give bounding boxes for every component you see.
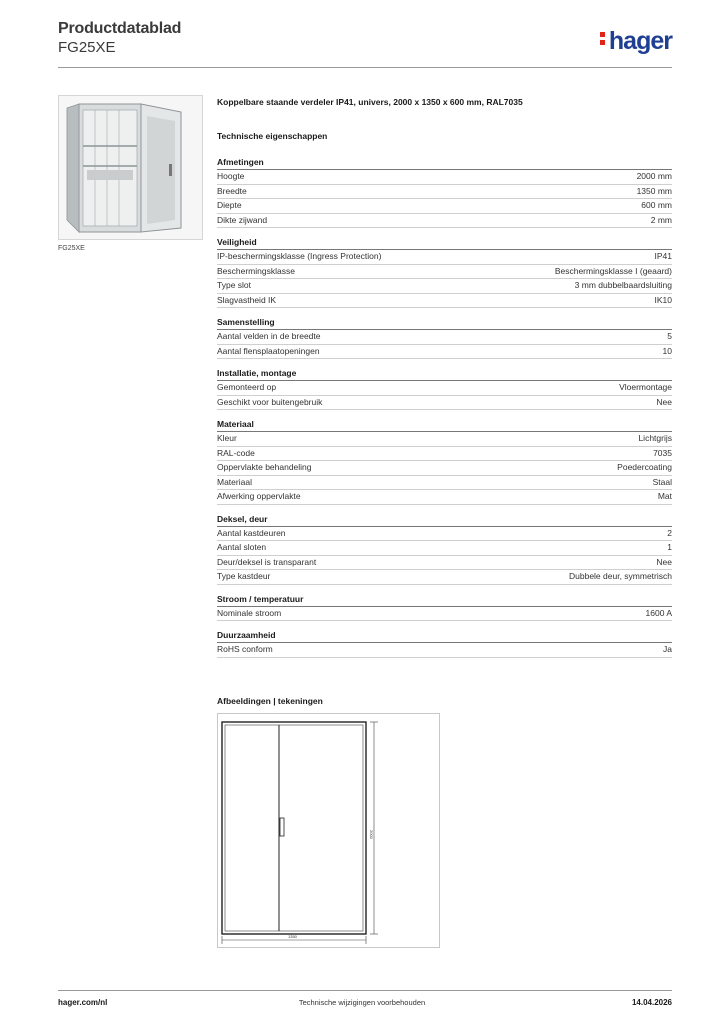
footer-website[interactable]: hager.com/nl [58, 998, 108, 1007]
spec-row [217, 447, 672, 462]
spec-row [217, 279, 672, 294]
spec-row [217, 643, 672, 658]
spec-row [217, 265, 672, 280]
section-title: Stroom / temperatuur [217, 594, 672, 607]
spec-label: Slagvastheid IK [217, 294, 277, 305]
spec-row [217, 345, 672, 360]
header-divider [58, 67, 672, 68]
spec-label: Aantal velden in de breedte [217, 331, 321, 341]
spec-value: 1600 A [645, 607, 672, 618]
spec-value: 3 mm dubbelbaardsluiting [574, 280, 672, 290]
spec-row [217, 185, 672, 200]
spec-label: Kleur [217, 433, 237, 443]
spec-row [217, 490, 672, 505]
spec-label: Aantal kastdeuren [217, 527, 286, 538]
spec-label: Oppervlakte behandeling [217, 462, 312, 472]
footer-date: 14.04.2026 [631, 998, 672, 1007]
spec-label: Type kastdeur [217, 571, 271, 581]
spec-label: Aantal flensplaatopeningen [217, 345, 320, 356]
spec-value: 5 [667, 331, 672, 341]
spec-label: Gemonteerd op [217, 382, 277, 392]
spec-value: 10 [662, 345, 672, 356]
spec-value: Beschermingsklasse I (geaard) [554, 265, 672, 276]
spec-value: 1350 mm [636, 185, 672, 196]
spec-value: Poedercoating [617, 462, 672, 472]
spec-sections [217, 157, 672, 667]
footer-disclaimer: Technische wijzigingen voorbehouden [298, 998, 426, 1007]
spec-label: RoHS conform [217, 644, 273, 654]
technical-drawing [217, 713, 440, 948]
cabinet-drawing-icon [218, 714, 439, 947]
spec-row [217, 330, 672, 345]
product-image [58, 95, 203, 240]
page-title: Productdatablad [58, 20, 182, 37]
spec-value: 2 [667, 527, 672, 538]
hager-logo: hager [600, 25, 672, 56]
spec-value: Dubbele deur, symmetrisch [569, 571, 672, 581]
spec-row [217, 541, 672, 556]
image-caption: FG25XE [58, 245, 85, 252]
spec-label: Dikte zijwand [217, 214, 268, 225]
spec-label: Aantal sloten [217, 542, 267, 552]
product-description: Koppelbare staande verdeler IP41, univers, 2000 x 1350 x 600 mm, RAL7035 [217, 97, 523, 107]
spec-row [217, 556, 672, 571]
spec-section [217, 419, 672, 505]
spec-value: 600 mm [641, 200, 672, 210]
drawings-heading: Afbeeldingen | tekeningen [217, 696, 323, 706]
spec-label: Breedte [217, 185, 247, 196]
spec-row [217, 294, 672, 309]
spec-value: 7035 [653, 447, 672, 458]
spec-label: Nominale stroom [217, 607, 282, 618]
spec-label: RAL-code [217, 447, 255, 458]
spec-value: 2000 mm [636, 171, 672, 181]
spec-row [217, 170, 672, 185]
section-title: Materiaal [217, 419, 672, 432]
spec-value: 1 [667, 542, 672, 552]
section-title: Installatie, montage [217, 368, 672, 381]
spec-row [217, 214, 672, 229]
tech-properties-heading: Technische eigenschappen [217, 131, 328, 141]
spec-row [217, 381, 672, 396]
spec-value: 2 mm [650, 214, 672, 225]
spec-row [217, 461, 672, 476]
spec-section [217, 157, 672, 228]
section-title: Veiligheid [217, 237, 672, 250]
spec-value: Mat [657, 491, 672, 501]
section-title: Afmetingen [217, 157, 672, 170]
spec-label: Type slot [217, 280, 252, 290]
spec-row [217, 607, 672, 622]
spec-section [217, 317, 672, 359]
section-title: Duurzaamheid [217, 630, 672, 643]
spec-row [217, 396, 672, 411]
spec-value: Lichtgrijs [638, 433, 672, 443]
footer-divider [58, 990, 672, 991]
spec-row [217, 250, 672, 265]
cabinet-photo-icon [59, 96, 202, 239]
spec-value: Vloermontage [619, 382, 672, 392]
spec-value: Nee [656, 396, 672, 407]
width-dimension: 1350 [288, 934, 297, 939]
spec-section [217, 237, 672, 308]
spec-row [217, 199, 672, 214]
logo-colon-icon [600, 25, 607, 49]
spec-row [217, 527, 672, 542]
spec-row [217, 570, 672, 585]
spec-section [217, 630, 672, 658]
spec-value: IP41 [654, 251, 672, 261]
spec-label: Beschermingsklasse [217, 265, 295, 276]
spec-value: Nee [656, 556, 672, 567]
spec-label: Diepte [217, 200, 242, 210]
spec-label: IP-beschermingsklasse (Ingress Protection) [217, 251, 382, 261]
product-code: FG25XE [58, 39, 116, 56]
spec-label: Afwerking oppervlakte [217, 491, 301, 501]
section-title: Deksel, deur [217, 514, 672, 527]
spec-section [217, 368, 672, 410]
height-dimension: 2000 [369, 830, 374, 839]
spec-label: Materiaal [217, 476, 252, 487]
spec-value: IK10 [654, 294, 672, 305]
spec-section [217, 514, 672, 585]
spec-label: Geschikt voor buitengebruik [217, 396, 323, 407]
spec-value: Staal [652, 476, 672, 487]
spec-label: Deur/deksel is transparant [217, 556, 317, 567]
spec-label: Hoogte [217, 171, 245, 181]
spec-value: Ja [663, 644, 672, 654]
section-title: Samenstelling [217, 317, 672, 330]
spec-row [217, 432, 672, 447]
spec-section [217, 594, 672, 622]
spec-row [217, 476, 672, 491]
